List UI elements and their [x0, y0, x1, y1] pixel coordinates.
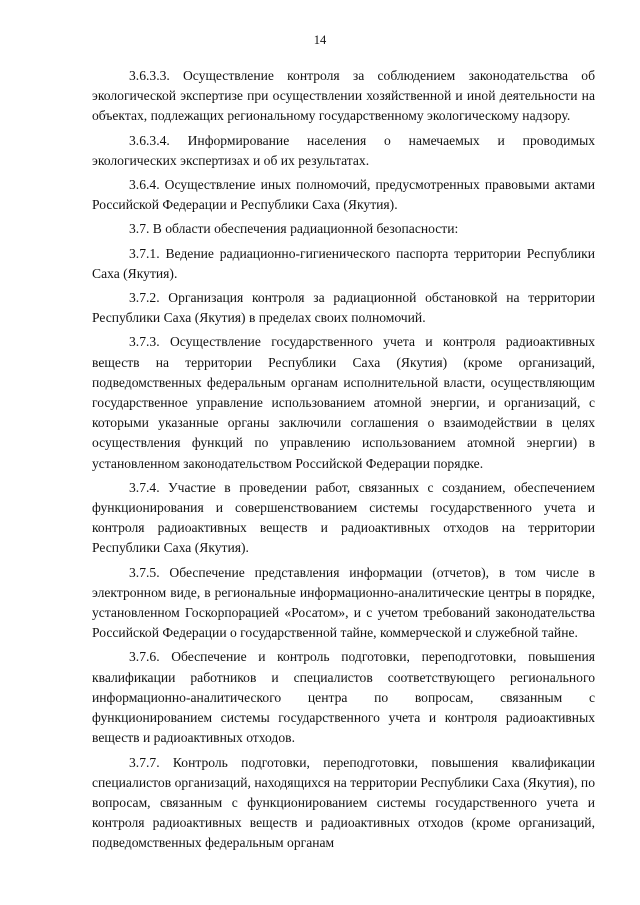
paragraph-3-7-5: 3.7.5. Обеспечение представления информации (отчетов), в том числе в электронном виде, в региональные информационно-аналитические центры в порядке, установленном Госкорпорацией «Росатом», и с учетом требований законодательства Российской Федерации о государственной тайне, коммерческой и служебной тайне. [92, 564, 595, 641]
paragraph-3-7-3: 3.7.3. Осуществление государственного учета и контроля радиоактивных веществ на территории Республики Саха (Якутия) (кроме организаций, подведомственных федеральным органам исполнительной власти, осуществляющим государственное управление использованием атомной энергии, и организаций, с которыми указанные органы заключили соглашения о взаимодействии в целях осуществления функций по управлению использованием атомной энергии) в установленном законодательством Российской Федерации порядке. [92, 334, 595, 471]
paragraph-3-6-3-3: 3.6.3.3. Осуществление контроля за соблюдением законодательства об экологической экспертизе при осуществлении хозяйственной и иной деятельности на объектах, подлежащих региональному государственному экологическому надзору. [92, 68, 595, 124]
paragraph-3-7-6: 3.7.6. Обеспечение и контроль подготовки, переподготовки, повышения квалификации работников и специалистов соответствующего регионального информационно-аналитического центра по вопросам, связанным с функционированием системы государственного учета и контроля радиоактивных веществ и радиоактивных отходов. [92, 649, 595, 746]
paragraph-3-7-1: 3.7.1. Ведение радиационно-гигиенического паспорта территории Республики Саха (Якутия). [92, 245, 595, 281]
page-number: 14 [313, 33, 327, 47]
paragraph-3-7: 3.7. В области обеспечения радиационной безопасности: [129, 221, 459, 237]
paragraph-3-6-3-4: 3.6.3.4. Информирование населения о намечаемых и проводимых экологических экспертизах и об их результатах. [92, 132, 595, 168]
paragraph-3-7-7: 3.7.7. Контроль подготовки, переподготовки, повышения квалификации специалистов организаций, находящихся на территории Республики Саха (Якутия), по вопросам, связанным с функционированием системы государственного учета и контроля радиоактивных веществ и радиоактивных отходов (кроме организаций, подведомственных федеральным органам [92, 754, 595, 851]
paragraph-3-6-4: 3.6.4. Осуществление иных полномочий, предусмотренных правовыми актами Российской Федерации и Республики Саха (Якутия). [92, 177, 595, 213]
paragraph-3-7-2: 3.7.2. Организация контроля за радиационной обстановкой на территории Республики Саха (Якутия) в пределах своих полномочий. [92, 290, 595, 326]
paragraph-3-7-4: 3.7.4. Участие в проведении работ, связанных с созданием, обеспечением функционирования и совершенствованием системы государственного учета и контроля радиоактивных веществ и радиоактивных отходов на территории Республики Саха (Якутия). [92, 479, 595, 556]
document-body [92, 66, 595, 858]
